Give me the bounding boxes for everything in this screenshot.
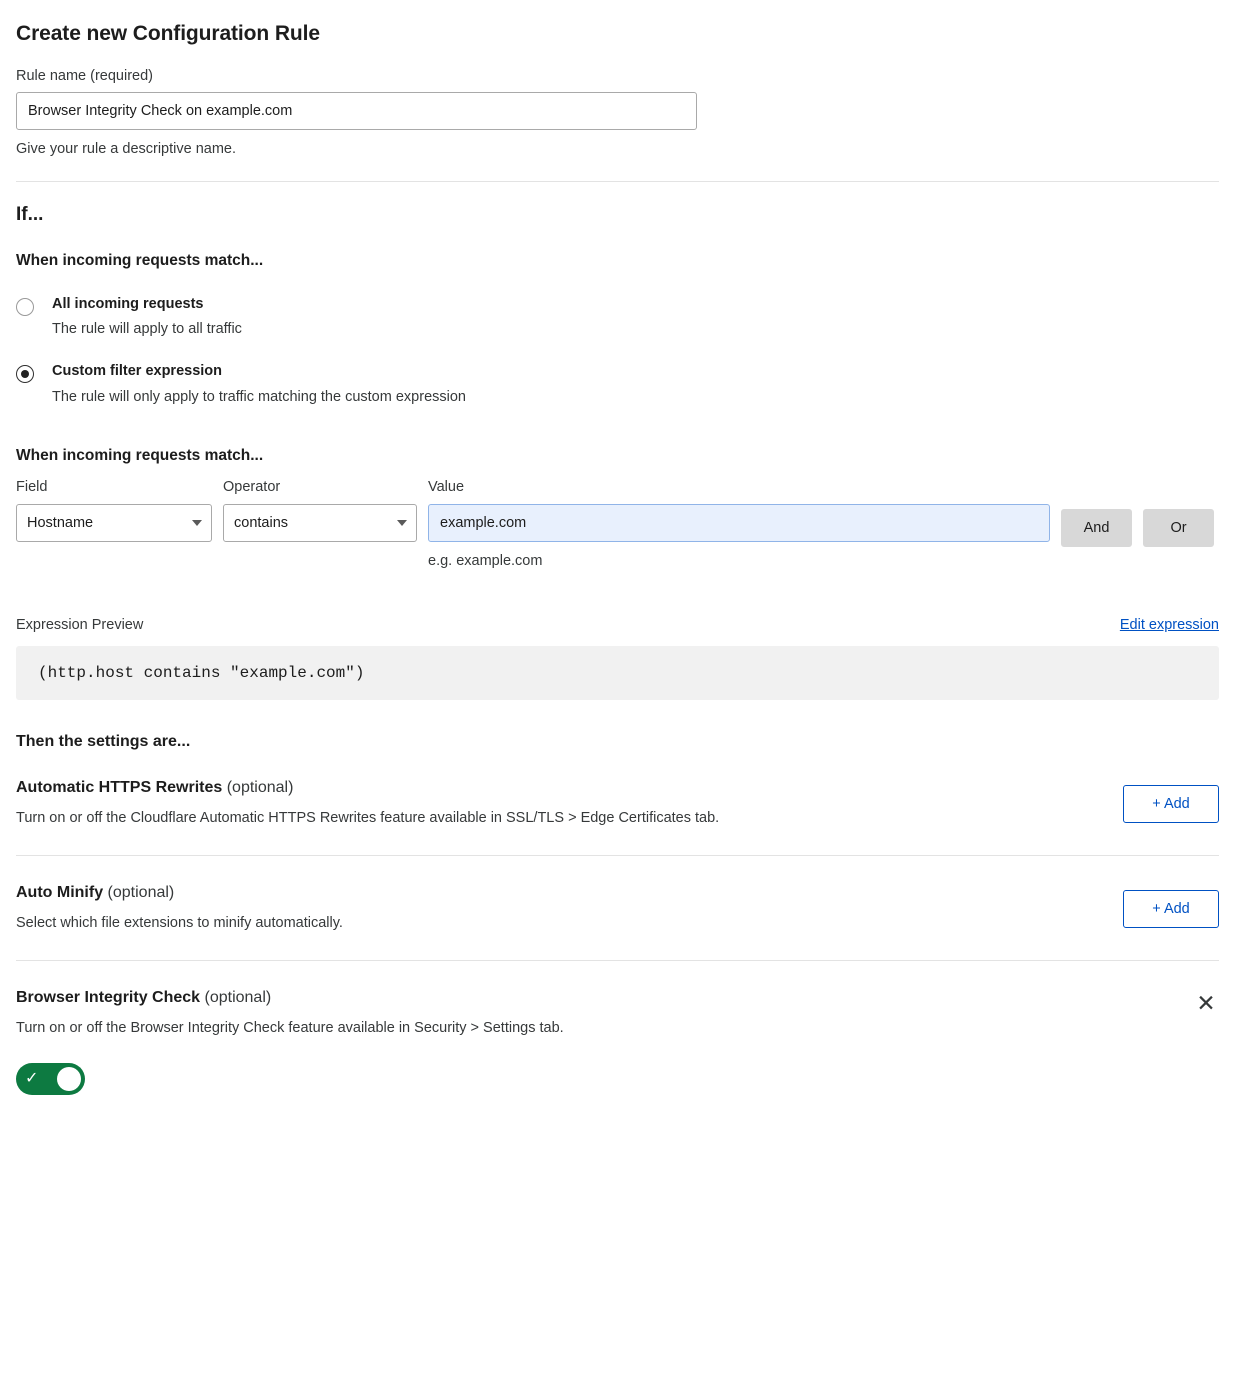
and-button[interactable]: And [1061, 509, 1132, 547]
setting-auto-minify [16, 856, 1219, 961]
rule-name-label: Rule name (required) [16, 68, 154, 84]
or-button-wrap [1143, 479, 1214, 547]
field-select[interactable] [16, 504, 212, 542]
radio-desc-custom-filter: The rule will only apply to traffic matching the custom expression [52, 388, 466, 405]
radio-button-custom-filter[interactable] [16, 365, 34, 383]
value-label: Value [428, 478, 465, 495]
expression-preview-box: (http.host contains "example.com") [16, 646, 1219, 700]
expression-builder-row [16, 479, 1219, 569]
add-button-auto-minify[interactable]: + Add [1123, 890, 1219, 928]
operator-select[interactable] [223, 504, 417, 542]
rule-name-help: Give your rule a descriptive name. [16, 141, 237, 157]
if-heading: If... [16, 204, 44, 225]
chevron-down-icon [397, 520, 407, 526]
setting-desc-auto-minify: Select which file extensions to minify automatically. [16, 914, 343, 931]
chevron-down-icon [192, 520, 202, 526]
match-heading: When incoming requests match... [16, 252, 264, 269]
setting-browser-integrity-check [16, 961, 1219, 1095]
setting-title-browser-integrity-check [16, 989, 564, 1007]
radio-button-all-requests[interactable] [16, 298, 34, 316]
setting-optional-text: (optional) [103, 883, 175, 901]
radio-desc-all-requests: The rule will apply to all traffic [52, 321, 242, 338]
setting-name-text: Auto Minify [16, 883, 104, 901]
and-button-wrap [1061, 479, 1132, 547]
expression-preview-header [16, 617, 1219, 633]
value-input[interactable]: example.com [428, 504, 1050, 542]
setting-optional-text: (optional) [200, 988, 272, 1006]
radio-option-custom-filter[interactable] [16, 363, 1219, 404]
browser-integrity-check-toggle[interactable] [16, 1063, 85, 1095]
radio-title-custom-filter: Custom filter expression [52, 363, 223, 380]
builder-heading: When incoming requests match... [16, 446, 264, 464]
field-column [16, 479, 212, 542]
divider-top [16, 181, 1219, 182]
page-title: Create new Configuration Rule [16, 22, 320, 45]
close-icon[interactable]: ✕ [1196, 990, 1216, 1017]
setting-optional-text: (optional) [222, 778, 294, 796]
setting-desc-automatic-https-rewrites: Turn on or off the Cloudflare Automatic HTTPS Rewrites feature available in SSL/TLS > Edge Certificates tab. [16, 809, 720, 826]
expression-preview-label: Expression Preview [16, 616, 144, 633]
add-button-automatic-https-rewrites[interactable]: + Add [1123, 785, 1219, 823]
radio-title-all-requests: All incoming requests [52, 296, 204, 312]
radio-option-all-requests[interactable] [16, 296, 1219, 337]
setting-desc-browser-integrity-check: Turn on or off the Browser Integrity Check feature available in Security > Settings tab. [16, 1019, 564, 1036]
setting-name-text: Browser Integrity Check [16, 988, 201, 1006]
operator-column [223, 479, 417, 542]
value-column [428, 479, 1050, 569]
setting-title-auto-minify [16, 884, 343, 902]
field-select-value: Hostname [27, 514, 94, 531]
toggle-knob [57, 1067, 81, 1091]
setting-automatic-https-rewrites [16, 751, 1219, 856]
operator-label: Operator [223, 478, 281, 495]
edit-expression-link[interactable]: Edit expression [1119, 616, 1219, 633]
check-icon: ✓ [25, 1069, 39, 1087]
setting-title-automatic-https-rewrites [16, 779, 719, 797]
setting-name-text: Automatic HTTPS Rewrites [16, 778, 223, 796]
or-button[interactable]: Or [1143, 509, 1214, 547]
rule-name-group [16, 68, 1219, 157]
then-heading: Then the settings are... [16, 732, 191, 750]
operator-select-value: contains [234, 514, 289, 531]
field-label: Field [16, 478, 48, 495]
value-hint: e.g. example.com [428, 552, 543, 569]
rule-name-input[interactable]: Browser Integrity Check on example.com [16, 92, 697, 130]
